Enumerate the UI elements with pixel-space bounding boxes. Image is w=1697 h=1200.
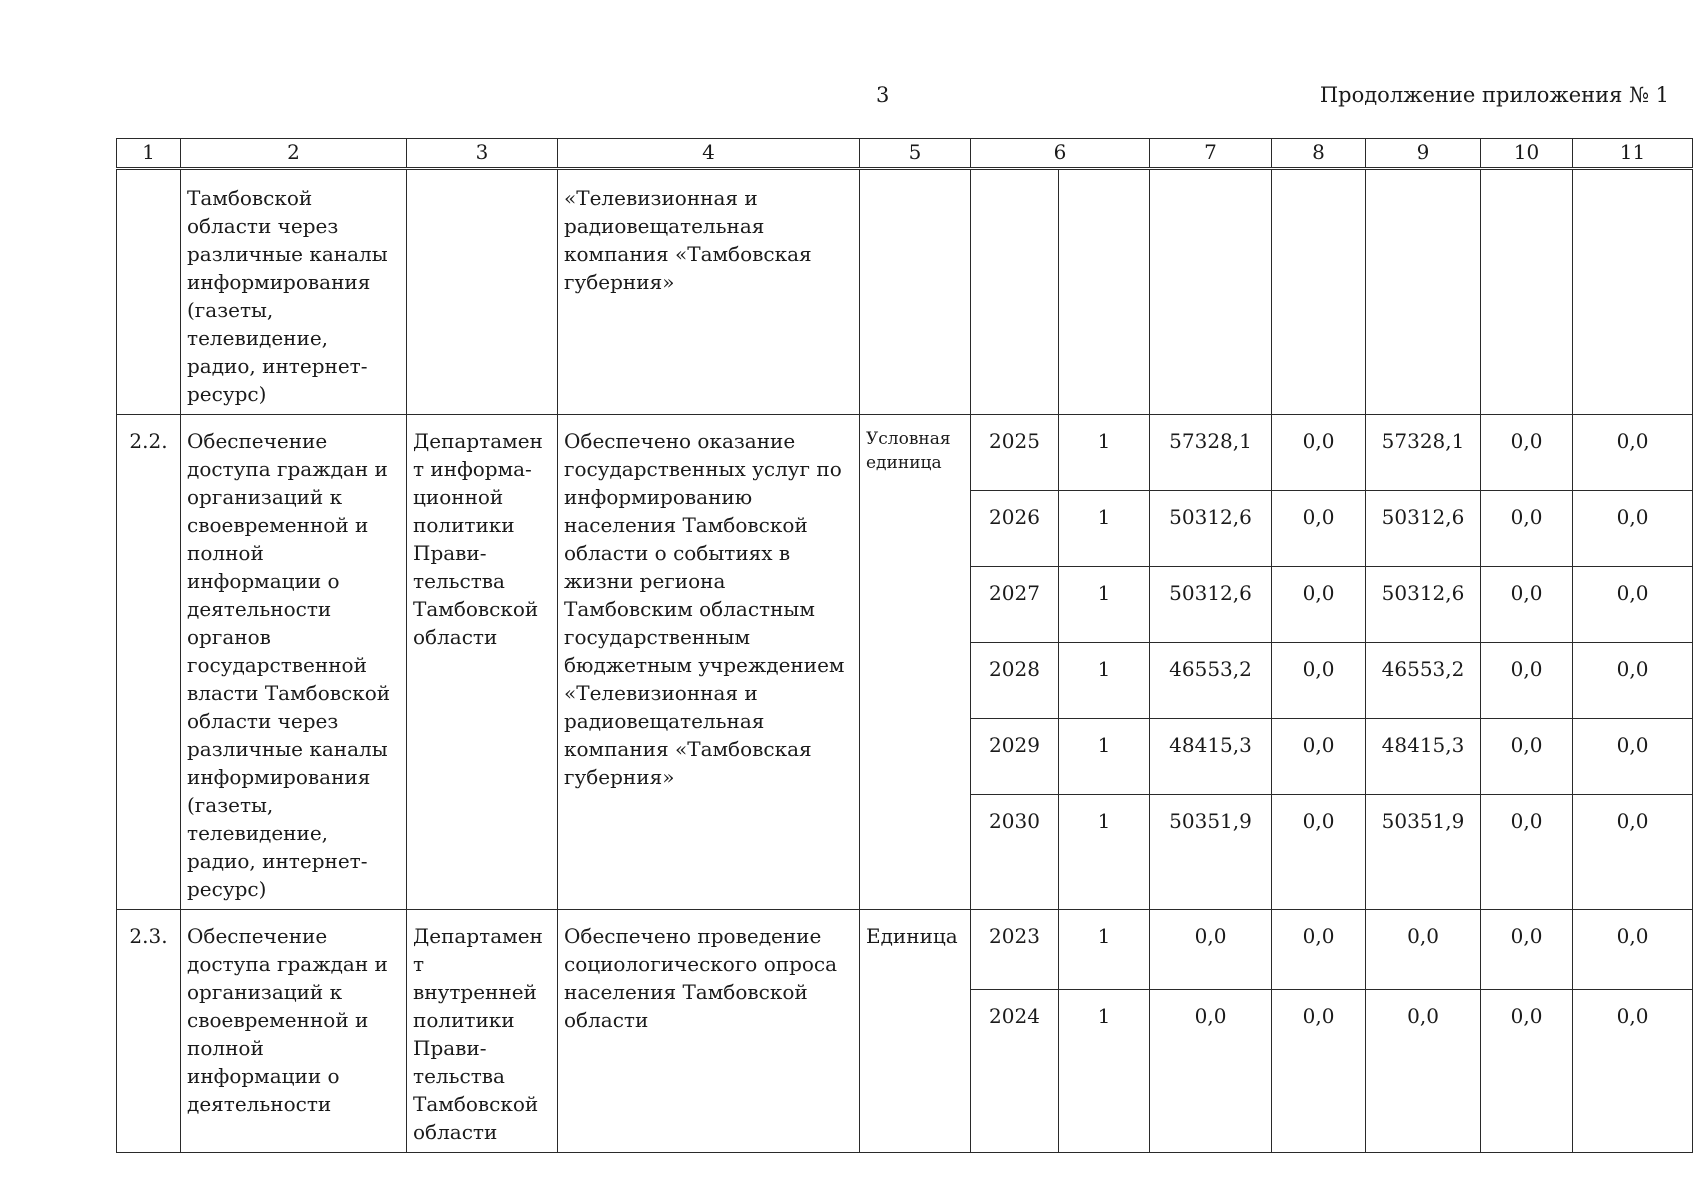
amount-cell: 0,0 — [1272, 910, 1366, 990]
row-number: 2.3. — [117, 910, 181, 1153]
amount-cell: 50312,6 — [1366, 490, 1481, 566]
column-header: 4 — [558, 139, 860, 169]
year-cell: 2025 — [971, 415, 1059, 491]
amount-cell: 0,0 — [1573, 910, 1693, 990]
amount-cell: 0,0 — [1573, 642, 1693, 718]
amount-cell: 0,0 — [1481, 642, 1573, 718]
indicator-value-cell: 1 — [1059, 794, 1150, 909]
column-header: 3 — [407, 139, 558, 169]
column-header: 5 — [860, 139, 971, 169]
amount-cell: 0,0 — [1272, 718, 1366, 794]
year-cell: 2026 — [971, 490, 1059, 566]
amount-cell: 0,0 — [1573, 490, 1693, 566]
row-number: 2.2. — [117, 415, 181, 910]
amount-cell: 48415,3 — [1366, 718, 1481, 794]
year-cell: 2024 — [971, 989, 1059, 1152]
year-cell: 2029 — [971, 718, 1059, 794]
result-cell: Обеспечено проведение социологического опроса населения Тамбовской области — [558, 910, 860, 1153]
result-cell: «Телевизионная и радиовещательная компания «Тамбовская губерния» — [558, 169, 860, 415]
column-header: 6 — [971, 139, 1150, 169]
column-header: 2 — [181, 139, 407, 169]
table-row — [117, 415, 1693, 491]
amount-cell: 50312,6 — [1366, 566, 1481, 642]
amount-cell: 0,0 — [1481, 490, 1573, 566]
result-cell: Обеспечено оказание государственных услуг по информированию населения Тамбовской области о событиях в жизни региона Тамбовским областным государственным бюджетным учреждением «Телевизионная и радиовещательная компания «Тамбовская губерния» — [558, 415, 860, 910]
amount-cell: 0,0 — [1573, 718, 1693, 794]
unit-cell: Единица — [860, 910, 971, 1153]
amount-cell: 57328,1 — [1150, 415, 1272, 491]
executor-cell: Департамент информа-ционной политики Прави-тельства Тамбовской области — [407, 415, 558, 910]
page-number: 3 — [876, 83, 890, 107]
indicator-value-cell: 1 — [1059, 910, 1150, 990]
amount-cell: 0,0 — [1481, 989, 1573, 1152]
column-header: 11 — [1573, 139, 1693, 169]
amount-cell: 0,0 — [1366, 989, 1481, 1152]
amount-cell: 0,0 — [1481, 910, 1573, 990]
amount-cell: 0,0 — [1481, 415, 1573, 491]
column-header: 10 — [1481, 139, 1573, 169]
amount-cell: 0,0 — [1150, 910, 1272, 990]
table-row-continued — [117, 169, 1693, 415]
indicator-value-cell: 1 — [1059, 642, 1150, 718]
measure-cell: Обеспечение доступа граждан и организаций к своевременной и полной информации о деятельности органов государственной власти Тамбовской области через различные каналы информирования (газеты, телевидение, радио, интернет-ресурс) — [181, 415, 407, 910]
year-cell: 2030 — [971, 794, 1059, 909]
amount-cell: 46553,2 — [1150, 642, 1272, 718]
indicator-value-cell: 1 — [1059, 566, 1150, 642]
indicator-value-cell: 1 — [1059, 718, 1150, 794]
amount-cell: 0,0 — [1573, 415, 1693, 491]
year-cell: 2023 — [971, 910, 1059, 990]
amount-cell: 0,0 — [1272, 989, 1366, 1152]
amount-cell: 0,0 — [1272, 415, 1366, 491]
amount-cell: 0,0 — [1272, 490, 1366, 566]
amount-cell: 48415,3 — [1150, 718, 1272, 794]
unit-cell: Условная единица — [860, 415, 971, 910]
column-header: 1 — [117, 139, 181, 169]
amount-cell: 57328,1 — [1366, 415, 1481, 491]
column-number-header — [117, 139, 1693, 169]
amount-cell: 0,0 — [1481, 718, 1573, 794]
table-row — [117, 910, 1693, 990]
amount-cell: 0,0 — [1272, 566, 1366, 642]
amount-cell: 0,0 — [1272, 642, 1366, 718]
amount-cell: 46553,2 — [1366, 642, 1481, 718]
amount-cell: 0,0 — [1272, 794, 1366, 909]
measure-cell: Тамбовской области через различные каналы информирования (газеты, телевидение, радио, интернет-ресурс) — [181, 169, 407, 415]
indicator-value-cell: 1 — [1059, 989, 1150, 1152]
amount-cell: 50351,9 — [1150, 794, 1272, 909]
column-header: 8 — [1272, 139, 1366, 169]
amount-cell: 50351,9 — [1366, 794, 1481, 909]
appendix-continuation-label: Продолжение приложения № 1 — [1319, 83, 1669, 107]
amount-cell: 0,0 — [1481, 566, 1573, 642]
indicator-value-cell: 1 — [1059, 415, 1150, 491]
column-header: 9 — [1366, 139, 1481, 169]
amount-cell: 0,0 — [1366, 910, 1481, 990]
amount-cell: 50312,6 — [1150, 566, 1272, 642]
measure-cell: Обеспечение доступа граждан и организаций к своевременной и полной информации о деятельности — [181, 910, 407, 1153]
amount-cell: 0,0 — [1481, 794, 1573, 909]
year-cell: 2028 — [971, 642, 1059, 718]
indicator-value-cell: 1 — [1059, 490, 1150, 566]
year-cell: 2027 — [971, 566, 1059, 642]
amount-cell: 50312,6 — [1150, 490, 1272, 566]
column-header: 7 — [1150, 139, 1272, 169]
amount-cell: 0,0 — [1150, 989, 1272, 1152]
amount-cell: 0,0 — [1573, 989, 1693, 1152]
executor-cell: Департамент внутренней политики Прави-тельства Тамбовской области — [407, 910, 558, 1153]
amount-cell: 0,0 — [1573, 794, 1693, 909]
appendix-table — [116, 138, 1693, 1153]
amount-cell: 0,0 — [1573, 566, 1693, 642]
